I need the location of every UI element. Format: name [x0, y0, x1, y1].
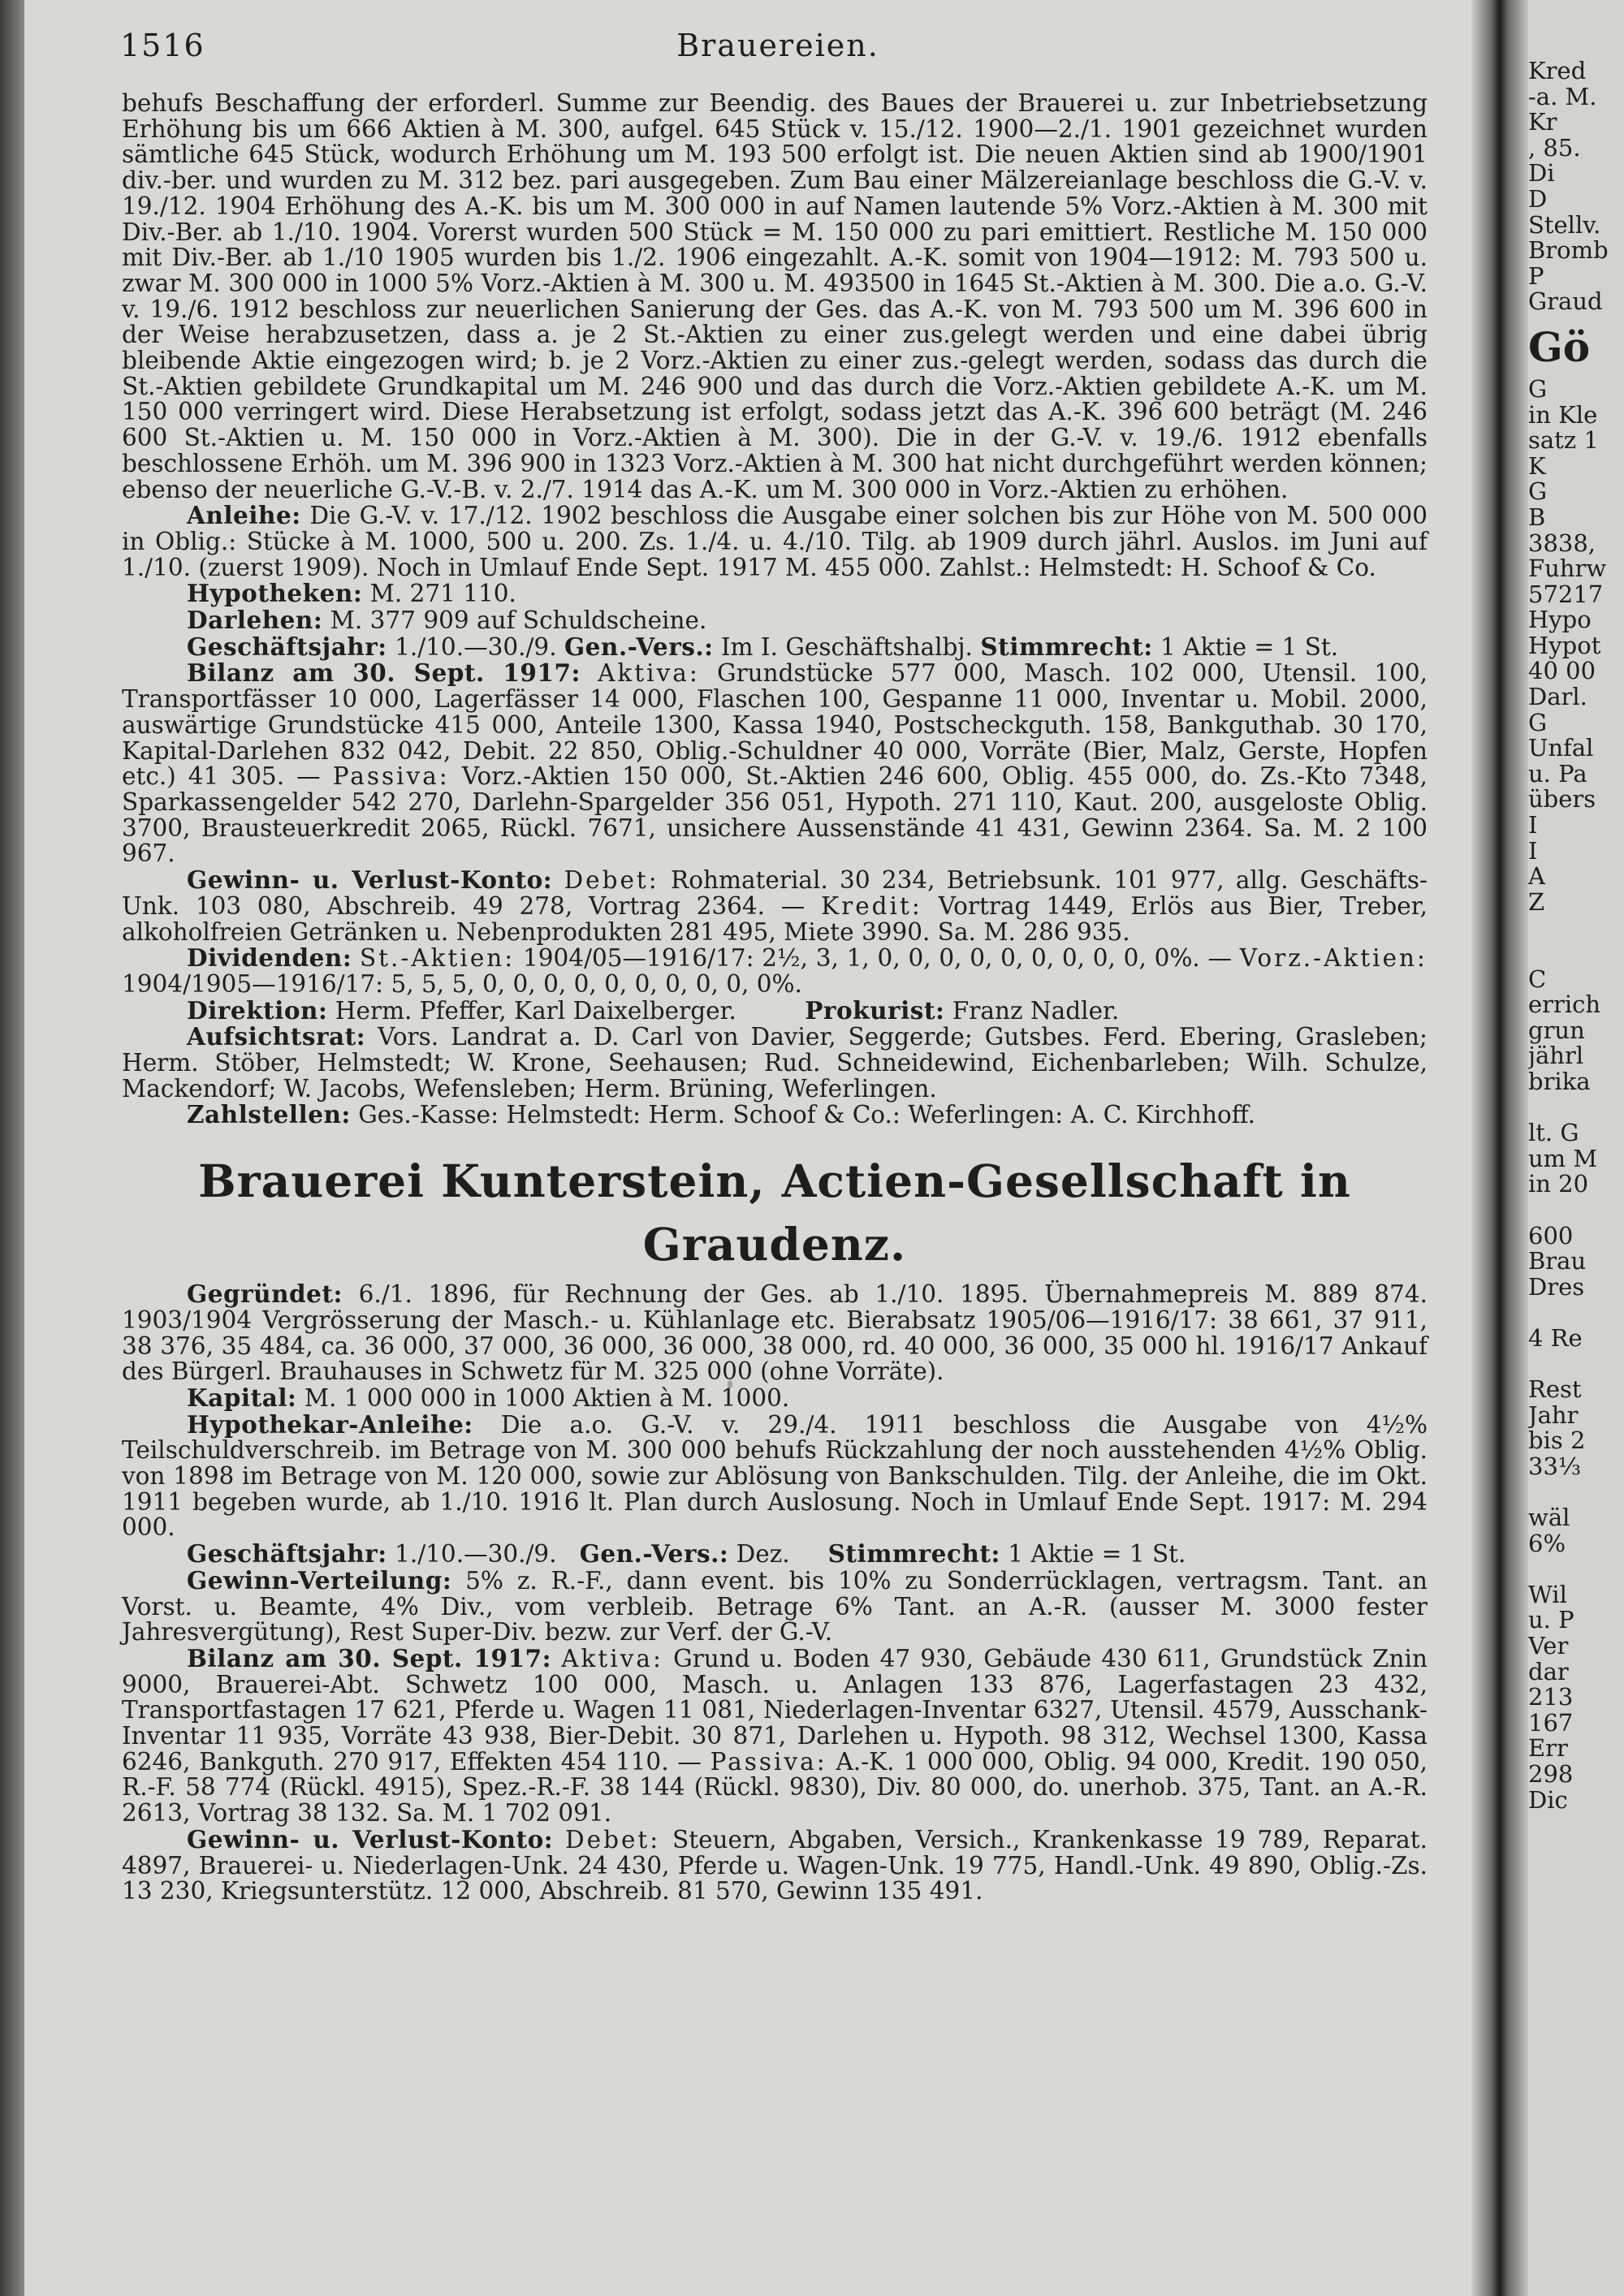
adjacent-page-line: satz 1: [1528, 426, 1599, 455]
adjacent-page-line: jährl: [1528, 1042, 1584, 1070]
adjacent-page-line: G: [1528, 374, 1548, 403]
adjacent-page-line: B: [1528, 503, 1546, 531]
adjacent-page-line: in Kle: [1528, 400, 1598, 429]
paragraph-gewinn-verteilung: Gewinn-Verteilung: 5% z. R.-F., dann event. bis 10% zu Sonderrücklagen, vertragsm. Tant. an Vorst. u. Beamte, 4% Div., vom verbleib. Betrage 6% Tant. an A.-R. (ausser M. 3000 fester Jahresvergütung), Rest Super-Div. bezw. zur Verf. der G.-V.: [122, 1565, 1427, 1646]
paragraph-darlehen: Darlehen: M. 377 909 auf Schuldscheine.: [187, 606, 707, 635]
paragraph-dividenden: Dividenden: St.-Aktien: 1904/05—1916/17: 2½, 3, 1, 0, 0, 0, 0, 0, 0, 0, 0, 0, 0%. — Vorz.-Aktien: 1904/1905—1916/17: 5, 5, 5, 0, 0, 0, 0, 0, 0, 0, 0, 0, 0%.: [122, 943, 1427, 998]
running-head: Brauereien.: [676, 28, 879, 63]
page-header: [120, 23, 1436, 63]
adjacent-page-line: Stellv.: [1528, 210, 1601, 239]
paragraph-kapital: Kapital: M. 1 000 000 in 1000 Aktien à M. 1000.: [187, 1383, 790, 1412]
adjacent-page-line: Hypot: [1528, 631, 1601, 659]
adjacent-page-line: [1528, 1300, 1624, 1326]
adjacent-page-line: lt. G: [1528, 1119, 1579, 1147]
adjacent-page-line: K: [1528, 451, 1546, 480]
adjacent-page-line: Darl.: [1528, 683, 1587, 711]
adjacent-page-line: 40 00: [1528, 657, 1596, 685]
adjacent-page-line: [1528, 1352, 1624, 1378]
adjacent-page-line: [1528, 941, 1624, 967]
adjacent-page-line: I: [1528, 836, 1538, 865]
adjacent-page-line: -a. M.: [1528, 82, 1597, 110]
adjacent-page-line: G: [1528, 477, 1548, 506]
paragraph-direktion: Direktion: Herm. Pfeffer, Karl Daixelberger. Prokurist: Franz Nadler.: [187, 995, 1120, 1025]
adjacent-page-line: 3838,: [1528, 529, 1596, 557]
paragraph-gegruendet: Gegründet: 6./1. 1896, für Rechnung der Ges. ab 1./10. 1895. Übernahmepreis M. 889 874. 1903/1904 Vergrösserung der Masch.- u. Kühlanlage etc. Bierabsatz 1905/06—1916/17: 38 661, 37 911, 38 376, 35 484, ca. 36 000, 37 000, 36 000, 36 000, 38 000, rd. 40 000, 36 000, 35 000 hl. 1916/17 Ankauf des Bürgerl. Brauhauses in Schwetz für M. 325 000 (ohne Vorräte).: [122, 1280, 1427, 1386]
adjacent-page-line: Brau: [1528, 1247, 1587, 1275]
adjacent-page-line: Unfal: [1528, 734, 1594, 762]
adjacent-page-line: Fuhrw: [1528, 555, 1607, 583]
adjacent-page-line: Kred: [1528, 57, 1587, 84]
adjacent-page-line: Dic: [1528, 1785, 1568, 1814]
adjacent-page-line: Dres: [1528, 1272, 1585, 1301]
adjacent-page-line: [1528, 915, 1624, 941]
adjacent-page-line: Wil: [1528, 1580, 1567, 1608]
company-heading: Brauerei Kunterstein, Actien-Gesellschaft in Graudenz.: [198, 1154, 1351, 1271]
adjacent-page-line: Di: [1528, 159, 1555, 188]
adjacent-page-line: 6%: [1528, 1529, 1566, 1557]
adjacent-page-line: 298: [1528, 1760, 1574, 1788]
adjacent-page-line: Graud: [1528, 287, 1603, 316]
ink-speck: [1218, 771, 1224, 778]
adjacent-page-line: bis 2: [1528, 1426, 1586, 1455]
adjacent-page-line: 4 Re: [1528, 1323, 1583, 1352]
adjacent-page-line: 167: [1528, 1708, 1574, 1737]
paragraph-anleihe: Anleihe: Die G.-V. v. 17./12. 1902 beschloss die Ausgabe einer solchen bis zur Höhe von M. 500 000 in Oblig.: Stücke à M. 1000, 500 u. 200. Zs. 1./4. u. 4./10. Tilg. ab 1909 durch jährl. Auslos. im Juni auf 1./10. (zuerst 1909). Noch in Umlauf Ende Sept. 1917 M. 455 000. Zahlst.: Helmstedt: H. Schoof & Co.: [122, 501, 1427, 581]
adjacent-page-line: grun: [1528, 1016, 1585, 1044]
adjacent-page-line: u. P: [1528, 1606, 1574, 1634]
adjacent-page-line: G: [1528, 708, 1548, 736]
adjacent-page-line: Jahr: [1528, 1400, 1579, 1429]
adjacent-page-line: I: [1528, 811, 1538, 839]
adjacent-page-line: D: [1528, 184, 1548, 213]
adjacent-page-line: Ver: [1528, 1632, 1569, 1660]
paragraph-aufsichtsrat: Aufsichtsrat: Vors. Landrat a. D. Carl von Davier, Seggerde; Gutsbes. Ferd. Ebering, Grasleben; Herm. Stöber, Helmstedt; W. Krone, Seehausen; Rud. Schneidewind, Eichenbarleben; Wilh. Schulze, Mackendorf; W. Jacobs, Wefensleben; Herm. Brüning, Weferlingen.: [122, 1022, 1427, 1103]
paragraph-geschaeftsjahr-2: Geschäftsjahr: 1./10.—30./9. Gen.-Vers.: Dez. Stimmrecht: 1 Aktie = 1 St.: [187, 1539, 1186, 1569]
adjacent-page-line: Rest: [1528, 1375, 1582, 1404]
paragraph-geschaeftsjahr: Geschäftsjahr: 1./10.—30./9. Gen.-Vers.: Im I. Geschäftshalbj. Stimmrecht: 1 Aktie = 1 St.: [187, 632, 1339, 661]
adjacent-page-line: dar: [1528, 1657, 1569, 1685]
adjacent-page-line: A: [1528, 862, 1545, 891]
adjacent-page-line: [1528, 1479, 1624, 1505]
adjacent-page-line: u. Pa: [1528, 759, 1587, 788]
adjacent-page-fragment: [1528, 0, 1624, 2296]
scan-left-margin: [0, 0, 24, 2296]
adjacent-page-line: [1528, 1556, 1624, 1582]
adjacent-page-line: 600: [1528, 1221, 1574, 1249]
adjacent-page-column: [1528, 58, 1624, 1813]
adjacent-page-line: Bromb: [1528, 236, 1609, 265]
paragraph-gewinn-verlust-2: Gewinn- u. Verlust-Konto: Debet: Steuern, Abgaben, Versich., Krankenkasse 19 789, Reparat. 4897, Brauerei- u. Niederlagen-Unk. 24 430, Pferde u. Wagen-Unk. 19 775, Handl.-Unk. 49 890, Oblig.-Zs. 13 230, Kriegsunterstütz. 12 000, Abschreib. 81 570, Gewinn 135 491.: [122, 1824, 1427, 1905]
paragraph-hypothekar-anleihe: Hypothekar-Anleihe: Die a.o. G.-V. v. 29./4. 1911 beschloss die Ausgabe von 4½% Teilschuldverschreib. im Betrage von M. 300 000 behufs Rückzahlung der noch ausstehenden 4½% Oblig. von 1898 im Betrage von M. 120 000, sowie zur Ablösung von Bankschulden. Tilg. der Anleihe, die im Okt. 1911 begeben wurde, ab 1./10. 1916 lt. Plan durch Auslosung. Noch in Umlauf Ende Sept. 1917: M. 294 000.: [122, 1409, 1427, 1542]
adjacent-page-line: wäl: [1528, 1504, 1570, 1532]
adjacent-page-line: übers: [1528, 785, 1596, 814]
adjacent-page-line: errich: [1528, 990, 1601, 1019]
adjacent-page-line: [1528, 1198, 1624, 1224]
adjacent-page-line: Z: [1528, 887, 1545, 916]
book-gutter: [1471, 0, 1528, 2296]
adjacent-page-line: 213: [1528, 1683, 1574, 1711]
adjacent-page-line: C: [1528, 965, 1547, 993]
adjacent-page-line: in 20: [1528, 1170, 1589, 1198]
page-number: 1516: [120, 28, 205, 63]
ink-speck: [728, 1380, 732, 1388]
body-text: [122, 91, 1427, 1905]
adjacent-page-line: 57217: [1528, 580, 1604, 608]
paragraph-hypotheken: Hypotheken: M. 271 110.: [187, 579, 516, 608]
adjacent-page-line: 33⅓: [1528, 1452, 1582, 1480]
adjacent-page-line: Gö: [1528, 322, 1591, 371]
paragraph-zahlstellen: Zahlstellen: Ges.-Kasse: Helmstedt: Herm. Schoof & Co.: Weferlingen: A. C. Kirchhoff.: [187, 1100, 1256, 1129]
adjacent-page-line: , 85.: [1528, 133, 1581, 162]
adjacent-page-line: Hypo: [1528, 606, 1592, 634]
paragraph-bilanz: Bilanz am 30. Sept. 1917: Aktiva: Grundstücke 577 000, Masch. 102 000, Utensil. 100, Transportfässer 10 000, Lagerfässer 14 000, Flaschen 100, Gespanne 11 000, Inventar u. Mobil. 2000, auswärtige Grundstücke 415 000, Anteile 1300, Kassa 1940, Postscheckguth. 158, Bankguthab. 30 170, Kapital-Darlehen 832 042, Debit. 22 850, Oblig.-Schuldner 40 000, Vorräte (Bier, Malz, Gerste, Hopfen etc.) 41 305. — Passiva: Vorz.-Aktien 150 000, St.-Aktien 246 600, Oblig. 455 000, do. Zs.-Kto 7348, Sparkassengelder 542 270, Darlehn-Spargelder 356 051, Hypoth. 271 110, Kaut. 200, ausgeloste Oblig. 3700, Brausteuerkredit 2065, Rückl. 7671, unsichere Aussenstände 41 431, Gewinn 2364. Sa. M. 2 100 967.: [122, 658, 1427, 868]
paragraph-capital-history: behufs Beschaffung der erforderl. Summe zur Beendig. des Baues der Brauerei u. zur Inbetriebsetzung Erhöhung bis um 666 Aktien à M. 300, aufgel. 645 Stück v. 15./12. 1900—2./1. 1901 gezeichnet wurden sämtliche 645 Stück, wodurch Erhöhung um M. 193 500 erfolgt ist. Die neuen Aktien sind ab 1900/1901 div.-ber. und wurden zu M. 312 bez. pari ausgegeben. Zum Bau einer Mälzereianlage beschloss die G.-V. v. 19./12. 1904 Erhöhung des A.-K. bis um M. 300 000 in auf Namen lautende 5% Vorz.-Aktien à M. 300 mit Div.-Ber. ab 1./10. 1904. Vorerst wurden 500 Stück = M. 150 000 zu pari emittiert. Restliche M. 150 000 mit Div.-Ber. ab 1./10 1905 wurden bis 1./2. 1906 eingezahlt. A.-K. somit von 1904—1912: M. 793 500 u. zwar M. 300 000 in 1000 5% Vorz.-Aktien à M. 300 u. M. 493500 in 1645 St.-Aktien à M. 300. Die a.o. G.-V. v. 19./6. 1912 beschloss zur neuerlichen Sanierung der Ges. das A.-K. von M. 793 500 um M. 396 600 in der Weise herabzusetzen, dass a. je 2 St.-Aktien zu einer zus.gelegt werden und eine dabei übrig bleibende Aktie eingezogen wird; b. je 2 Vorz.-Aktien zu einer zus.-gelegt werden, sodass das durch die St.-Aktien gebildete Grundkapital um M. 246 900 und das durch die Vorz.-Aktien gebildete A.-K. um M. 150 000 verringert wird. Diese Herabsetzung ist erfolgt, sodass jetzt das A.-K. 396 600 beträgt (M. 246 600 St.-Aktien u. M. 150 000 in Vorz.-Aktien à M. 300). Die in der G.-V. v. 19./6. 1912 ebenfalls beschlossene Erhöh. um M. 396 900 in 1323 Vorz.-Aktien à M. 300 hat nicht durchgeführt werden können; ebenso der neuerliche G.-V.-B. v. 2./7. 1914 das A.-K. um M. 300 000 in Vorz.-Aktien zu erhöhen.: [122, 89, 1427, 503]
paragraph-bilanz-2: Bilanz am 30. Sept. 1917: Aktiva: Grund u. Boden 47 930, Gebäude 430 611, Grundstück Znin 9000, Brauerei-Abt. Schwetz 100 000, Masch. u. Anlagen 133 876, Lagerfastagen 23 432, Transportfastagen 17 621, Pferde u. Wagen 11 081, Niederlagen-Inventar 6327, Utensil. 4579, Ausschank-Inventar 11 935, Vorräte 43 938, Bier-Debit. 30 871, Darlehen u. Hypoth. 98 312, Wechsel 1300, Kassa 6246, Bankguth. 270 917, Effekten 454 110. — Passiva: A.-K. 1 000 000, Oblig. 94 000, Kredit. 190 050, R.-F. 58 774 (Rückl. 4915), Spez.-R.-F. 38 144 (Rückl. 9830), Div. 80 000, do. unerhob. 375, Tant. an A.-R. 2613, Vortrag 38 132. Sa. M. 1 702 091.: [122, 1643, 1427, 1828]
adjacent-page-line: um M: [1528, 1144, 1598, 1172]
paragraph-gewinn-verlust: Gewinn- u. Verlust-Konto: Debet: Rohmaterial. 30 234, Betriebsunk. 101 977, allg. Geschäfts-Unk. 103 080, Abschreib. 49 278, Vortrag 2364. — Kredit: Vortrag 1449, Erlös aus Bier, Treber, alkoholfreien Getränken u. Nebenprodukten 281 495, Miete 3990. Sa. M. 286 935.: [122, 865, 1427, 946]
adjacent-page-line: Kr: [1528, 108, 1557, 136]
adjacent-page-line: P: [1528, 261, 1544, 290]
adjacent-page-line: Err: [1528, 1734, 1568, 1763]
adjacent-page-line: [1528, 1095, 1624, 1121]
adjacent-page-line: brika: [1528, 1067, 1591, 1095]
